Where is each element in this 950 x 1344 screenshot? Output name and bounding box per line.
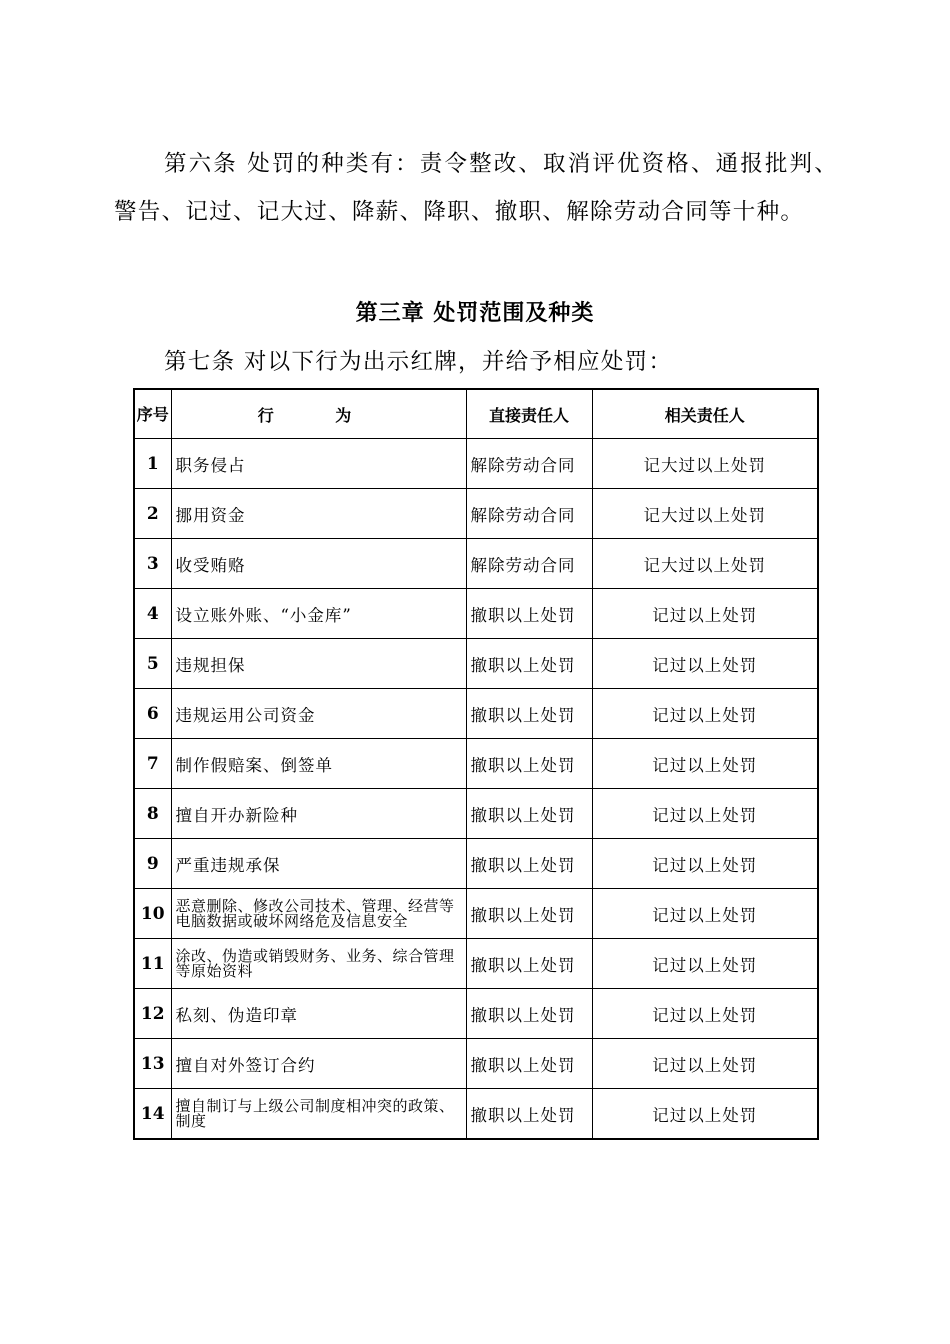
row-action: 设立账外账、“小金库” [171, 589, 466, 639]
header-seq: 序号 [134, 389, 171, 439]
header-action-label: 行 为 [257, 405, 380, 425]
row-action: 严重违规承保 [171, 839, 466, 889]
row-number: 13 [134, 1039, 171, 1089]
row-number: 7 [134, 739, 171, 789]
row-direct-penalty: 撤职以上处罚 [466, 789, 592, 839]
row-related-penalty: 记过以上处罚 [592, 739, 818, 789]
article-7-paragraph: 第七条 对以下行为出示红牌，并给予相应处罚： [164, 349, 673, 375]
row-direct-penalty: 撤职以上处罚 [466, 839, 592, 889]
row-number: 10 [134, 889, 171, 939]
table-row [134, 1089, 818, 1140]
header-direct-responsible: 直接责任人 [466, 389, 592, 439]
row-related-penalty: 记过以上处罚 [592, 839, 818, 889]
row-action: 挪用资金 [171, 489, 466, 539]
header-related-responsible: 相关责任人 [592, 389, 818, 439]
table-row [134, 689, 818, 739]
row-number: 11 [134, 939, 171, 989]
row-direct-penalty: 解除劳动合同 [466, 539, 592, 589]
row-number: 14 [134, 1089, 171, 1140]
row-related-penalty: 记过以上处罚 [592, 789, 818, 839]
table-row [134, 989, 818, 1039]
row-action: 擅自制订与上级公司制度相冲突的政策、制度 [171, 1089, 466, 1140]
row-action: 职务侵占 [171, 439, 466, 489]
row-related-penalty: 记过以上处罚 [592, 1089, 818, 1140]
article-6-paragraph: 第六条 处罚的种类有：责令整改、取消评优资格、通报批判、警告、记过、记大过、降薪、降职、撤职、解除劳动合同等十种。 [114, 151, 838, 225]
table-row [134, 1039, 818, 1089]
row-related-penalty: 记过以上处罚 [592, 939, 818, 989]
row-direct-penalty: 撤职以上处罚 [466, 939, 592, 989]
row-action: 制作假赔案、倒签单 [171, 739, 466, 789]
row-number: 4 [134, 589, 171, 639]
row-number: 9 [134, 839, 171, 889]
table-body [134, 439, 818, 1140]
row-related-penalty: 记大过以上处罚 [592, 489, 818, 539]
row-direct-penalty: 撤职以上处罚 [466, 989, 592, 1039]
row-direct-penalty: 撤职以上处罚 [466, 889, 592, 939]
row-action: 擅自开办新险种 [171, 789, 466, 839]
row-direct-penalty: 撤职以上处罚 [466, 1039, 592, 1089]
chapter-heading: 第三章 处罚范围及种类 [355, 301, 595, 326]
penalty-table [133, 388, 819, 1140]
row-direct-penalty: 撤职以上处罚 [466, 639, 592, 689]
row-action: 涂改、伪造或销毁财务、业务、综合管理等原始资料 [171, 939, 466, 989]
table-row [134, 539, 818, 589]
row-direct-penalty: 撤职以上处罚 [466, 689, 592, 739]
table-row [134, 889, 818, 939]
table-row [134, 739, 818, 789]
row-related-penalty: 记过以上处罚 [592, 1039, 818, 1089]
row-action: 违规担保 [171, 639, 466, 689]
row-number: 1 [134, 439, 171, 489]
table-row [134, 839, 818, 889]
row-direct-penalty: 撤职以上处罚 [466, 1089, 592, 1140]
table-row [134, 589, 818, 639]
row-related-penalty: 记大过以上处罚 [592, 439, 818, 489]
row-direct-penalty: 撤职以上处罚 [466, 589, 592, 639]
row-action: 违规运用公司资金 [171, 689, 466, 739]
row-related-penalty: 记过以上处罚 [592, 889, 818, 939]
row-direct-penalty: 解除劳动合同 [466, 439, 592, 489]
row-related-penalty: 记过以上处罚 [592, 989, 818, 1039]
table-row [134, 439, 818, 489]
row-related-penalty: 记过以上处罚 [592, 589, 818, 639]
row-direct-penalty: 撤职以上处罚 [466, 739, 592, 789]
row-action: 擅自对外签订合约 [171, 1039, 466, 1089]
table-row [134, 489, 818, 539]
row-number: 8 [134, 789, 171, 839]
row-number: 5 [134, 639, 171, 689]
row-number: 12 [134, 989, 171, 1039]
row-action: 私刻、伪造印章 [171, 989, 466, 1039]
table-row [134, 789, 818, 839]
row-direct-penalty: 解除劳动合同 [466, 489, 592, 539]
row-related-penalty: 记过以上处罚 [592, 639, 818, 689]
row-action: 收受贿赂 [171, 539, 466, 589]
header-action [171, 389, 466, 439]
row-number: 2 [134, 489, 171, 539]
row-number: 6 [134, 689, 171, 739]
row-action: 恶意删除、修改公司技术、管理、经营等电脑数据或破坏网络危及信息安全 [171, 889, 466, 939]
row-related-penalty: 记大过以上处罚 [592, 539, 818, 589]
table-row [134, 939, 818, 989]
table-header-row [134, 389, 818, 439]
row-number: 3 [134, 539, 171, 589]
row-related-penalty: 记过以上处罚 [592, 689, 818, 739]
table-row [134, 639, 818, 689]
